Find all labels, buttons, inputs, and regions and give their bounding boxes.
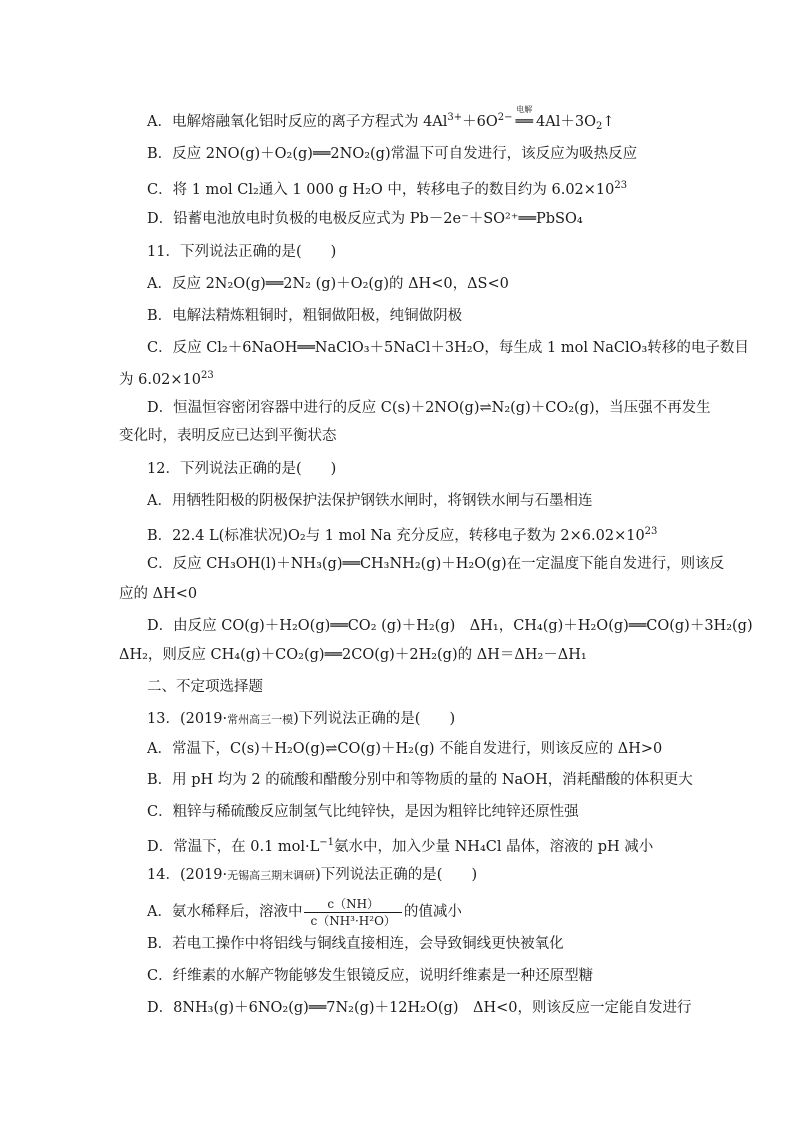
q14-option-c: C．纤维素的水解产物能够发生银镜反应，说明纤维素是一种还原型糖 [147, 968, 594, 984]
q13-option-a: A．常温下，C(s)＋H₂O(g)⇌CO(g)＋H₂(g) 不能自发进行，则该反应的 ΔH>0 [147, 741, 663, 757]
q10a-text: A．电解熔融氧化铝时反应的离子方程式为 4Al [147, 114, 448, 130]
q11-option-b: B．电解法精炼粗铜时，粗铜做阳极，纯铜做阴极 [147, 308, 463, 324]
q10-option-a [147, 105, 615, 137]
fraction-numerator: c（NH） [304, 896, 401, 913]
q12-option-d-line2: ΔH₂，则反应 CH₄(g)＋CO₂(g)══2CO(g)＋2H₂(g)的 ΔH＝ΔH₂－ΔH₁ [119, 647, 587, 663]
q10a-gas-arrow: ↑ [602, 114, 615, 130]
q10a-sub: 2 [595, 121, 603, 132]
q14-text: )下列说法正确的是( ) [315, 867, 478, 883]
q11-option-d-line1: D．恒温恒容密闭容器中进行的反应 C(s)＋2NO(g)⇌N₂(g)＋CO₂(g)，当压强不再发生 [147, 400, 711, 416]
q10-option-d: D．铅蓄电池放电时负极的电极反应式为 Pb－2e⁻＋SO²⁺══PbSO₄ [147, 211, 583, 227]
q12b-text: B．22.4 L(标准状况)O₂与 1 mol Na 充分反应，转移电子数为 2×6.02×10 [147, 528, 645, 544]
equals-sign: ══ [515, 114, 534, 130]
q14-option-b: B．若电工操作中将铝线与铜线直接相连，会导致铜线更快被氧化 [147, 936, 564, 952]
q11-option-d-line2: 变化时，表明反应已达到平衡状态 [119, 428, 337, 444]
q11c-text: 为 6.02×10 [119, 372, 201, 388]
q13d-text: D．常温下，在 0.1 mol·L [147, 839, 320, 855]
q11-stem: 11．下列说法正确的是( ) [147, 244, 337, 260]
q13-source: 常州高三一模 [227, 713, 294, 726]
q12b-sup: 23 [644, 526, 658, 537]
q12-option-c-line2: 应的 ΔH<0 [119, 586, 198, 602]
q13-option-d [147, 833, 653, 857]
q10a-text2: ＋6O [462, 114, 498, 130]
q14a-text2: 的值减小 [403, 904, 462, 920]
q10a-sup2: 2− [497, 112, 513, 123]
q11-option-c-line2 [119, 366, 214, 390]
q12-option-a: A．用牺牲阳极的阴极保护法保护钢铁水闸时，将钢铁水闸与石墨相连 [147, 493, 593, 509]
q13-option-b: B．用 pH 均为 2 的硫酸和醋酸分别中和等物质的量的 NaOH，消耗醋酸的体积更大 [147, 772, 693, 788]
fraction-denominator: c（NH³·H²O） [310, 913, 396, 928]
q10-option-c [147, 176, 627, 200]
q10c-sup: 23 [614, 180, 628, 191]
q10a-sup1: 3+ [447, 112, 463, 123]
q14-option-d: D．8NH₃(g)＋6NO₂(g)══7N₂(g)＋12H₂O(g) ΔH<0，则该反应一定能自发进行 [147, 1000, 692, 1016]
q14-stem [147, 865, 477, 886]
concentration-fraction [304, 896, 401, 929]
q12-option-c-line1: C．反应 CH₃OH(l)＋NH₃(g)══CH₃NH₂(g)＋H₂O(g)在一定温度下能自发进行，则该反 [147, 556, 725, 572]
q13-stem [147, 709, 455, 730]
q14-option-a [147, 894, 462, 930]
q13d-text2: 氨水中，加入少量 NH₄Cl 晶体，溶液的 pH 减小 [334, 839, 654, 855]
section-heading: 二、不定项选择题 [147, 679, 263, 695]
electrolysis-arrow [513, 105, 536, 132]
q14a-text: A．氨水稀释后，溶液中 [147, 904, 303, 920]
q13d-sup: −1 [319, 837, 335, 848]
q10-option-b: B．反应 2NO(g)＋O₂(g)══2NO₂(g)常温下可自发进行，该反应为吸热反应 [147, 146, 638, 162]
q11c-sup: 23 [201, 370, 214, 381]
q14-number: 14．(2019· [147, 867, 228, 883]
q11-option-a: A．反应 2N₂O(g)══2N₂ (g)＋O₂(g)的 ΔH<0，ΔS<0 [147, 276, 509, 292]
q12-option-b [147, 522, 657, 546]
electrolysis-label: 电解 [516, 105, 533, 114]
q13-number: 13．(2019· [147, 711, 228, 727]
q13-option-c: C．粗锌与稀硫酸反应制氢气比纯锌快，是因为粗锌比纯锌还原性强 [147, 804, 579, 820]
q11-option-c-line1: C．反应 Cl₂＋6NaOH══NaClO₃＋5NaCl＋3H₂O，每生成 1 mol NaClO₃转移的电子数目 [147, 340, 749, 356]
q10c-text: C．将 1 mol Cl₂通入 1 000 g H₂O 中，转移电子的数目约为 6.02×10 [147, 182, 615, 198]
q13-text: )下列说法正确的是( ) [293, 711, 456, 727]
q10a-text3: 4Al＋3O [536, 114, 596, 130]
q12-option-d-line1: D．由反应 CO(g)＋H₂O(g)══CO₂ (g)＋H₂(g) ΔH₁，CH₄(g)＋H₂O(g)══CO(g)＋3H₂(g) [147, 618, 753, 634]
q14-source: 无锡高三期末调研 [227, 869, 316, 882]
q12-stem: 12．下列说法正确的是( ) [147, 461, 337, 477]
